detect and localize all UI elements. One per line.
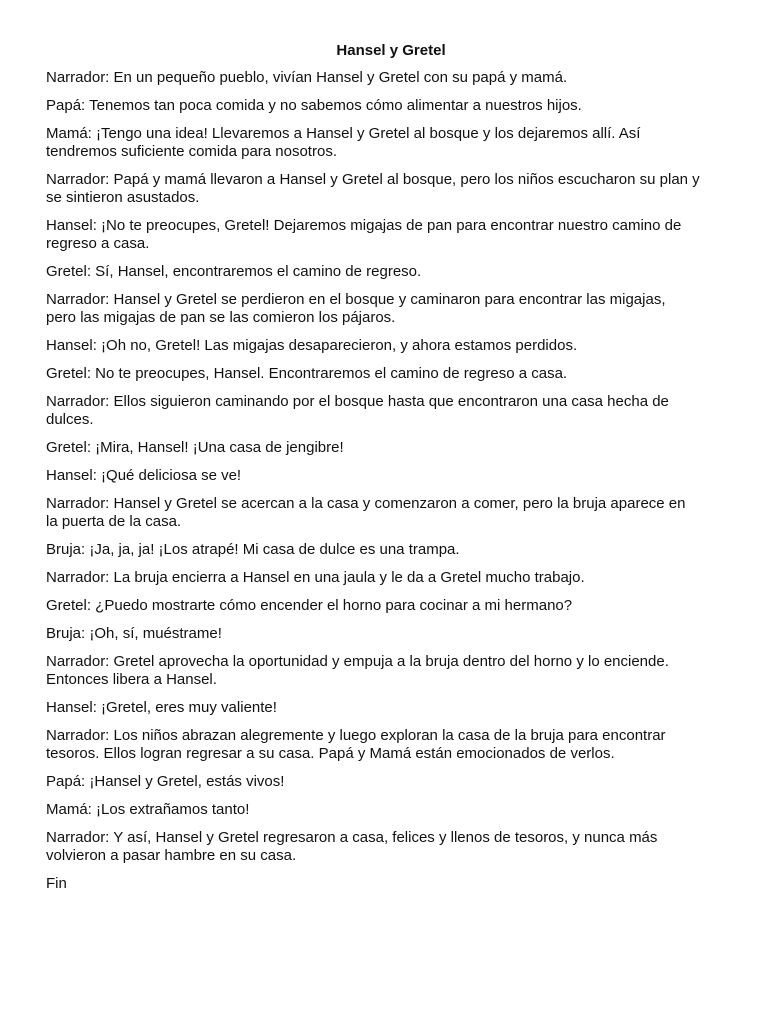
dialogue-paragraph — [46, 467, 736, 485]
dialogue-line: volvieron a pasar hambre en su casa. — [46, 847, 297, 864]
dialogue-paragraph — [46, 97, 736, 115]
dialogue-line: Narrador: Papá y mamá llevaron a Hansel y Gretel al bosque, pero los niños escucharon su plan y — [46, 171, 700, 188]
dialogue-paragraph — [46, 597, 736, 615]
dialogue-paragraph — [46, 875, 736, 893]
document-title: Hansel y Gretel — [336, 42, 446, 59]
dialogue-line: Narrador: La bruja encierra a Hansel en una jaula y le da a Gretel mucho trabajo. — [46, 569, 585, 586]
dialogue-line: Hansel: ¡Oh no, Gretel! Las migajas desaparecieron, y ahora estamos perdidos. — [46, 337, 578, 354]
dialogue-paragraph — [46, 801, 736, 819]
dialogue-line: Narrador: Hansel y Gretel se perdieron en el bosque y caminaron para encontrar las migajas, — [46, 291, 666, 308]
dialogue-line: pero las migajas de pan se las comieron los pájaros. — [46, 309, 396, 326]
dialogue-paragraph — [46, 393, 736, 429]
dialogue-line: Mamá: ¡Los extrañamos tanto! — [46, 801, 250, 818]
dialogue-line: Gretel: ¡Mira, Hansel! ¡Una casa de jengibre! — [46, 439, 344, 456]
dialogue-line: Mamá: ¡Tengo una idea! Llevaremos a Hansel y Gretel al bosque y los dejaremos allí. Así — [46, 125, 641, 142]
dialogue-line: Narrador: En un pequeño pueblo, vivían Hansel y Gretel con su papá y mamá. — [46, 69, 568, 86]
dialogue-paragraph — [46, 365, 736, 383]
dialogue-line: Narrador: Gretel aprovecha la oportunidad y empuja a la bruja dentro del horno y lo enciende. — [46, 653, 669, 670]
dialogue-paragraph — [46, 263, 736, 281]
dialogue-line: Fin — [46, 875, 67, 892]
dialogue-paragraph — [46, 773, 736, 791]
dialogue-line: Hansel: ¡Gretel, eres muy valiente! — [46, 699, 277, 716]
dialogue-paragraph — [46, 625, 736, 643]
dialogue-line: tesoros. Ellos logran regresar a su casa. Papá y Mamá están emocionados de verlos. — [46, 745, 615, 762]
dialogue-line: Narrador: Hansel y Gretel se acercan a la casa y comenzaron a comer, pero la bruja aparece en — [46, 495, 686, 512]
dialogue-line: Hansel: ¡No te preocupes, Gretel! Dejaremos migajas de pan para encontrar nuestro camino de — [46, 217, 682, 234]
dialogue-line: Entonces libera a Hansel. — [46, 671, 217, 688]
dialogue-line: la puerta de la casa. — [46, 513, 182, 530]
dialogue-paragraph — [46, 125, 736, 161]
dialogue-line: Papá: ¡Hansel y Gretel, estás vivos! — [46, 773, 285, 790]
dialogue-paragraph — [46, 699, 736, 717]
dialogue-line: Narrador: Ellos siguieron caminando por el bosque hasta que encontraron una casa hecha de — [46, 393, 669, 410]
dialogue-line: tendremos suficiente comida para nosotros. — [46, 143, 337, 160]
document-page — [46, 42, 736, 903]
dialogue-paragraph — [46, 569, 736, 587]
dialogue-paragraph — [46, 653, 736, 689]
dialogue-line: Narrador: Los niños abrazan alegremente y luego exploran la casa de la bruja para encontrar — [46, 727, 666, 744]
dialogue-line: Papá: Tenemos tan poca comida y no sabemos cómo alimentar a nuestros hijos. — [46, 97, 582, 114]
dialogue-line: regreso a casa. — [46, 235, 150, 252]
dialogue-paragraph — [46, 171, 736, 207]
dialogue-line: Bruja: ¡Ja, ja, ja! ¡Los atrapé! Mi casa de dulce es una trampa. — [46, 541, 460, 558]
dialogue-line: Gretel: Sí, Hansel, encontraremos el camino de regreso. — [46, 263, 422, 280]
dialogue-line: Gretel: No te preocupes, Hansel. Encontraremos el camino de regreso a casa. — [46, 365, 568, 382]
dialogue-paragraph — [46, 439, 736, 457]
dialogue-line: Hansel: ¡Qué deliciosa se ve! — [46, 467, 242, 484]
dialogue-line: Gretel: ¿Puedo mostrarte cómo encender el horno para cocinar a mi hermano? — [46, 597, 573, 614]
dialogue-line: dulces. — [46, 411, 94, 428]
dialogue-paragraph — [46, 337, 736, 355]
dialogue-paragraph — [46, 69, 736, 87]
dialogue-paragraph — [46, 541, 736, 559]
dialogue-line: se sintieron asustados. — [46, 189, 200, 206]
dialogue-paragraph — [46, 727, 736, 763]
dialogue-paragraph — [46, 829, 736, 865]
dialogue-paragraph — [46, 291, 736, 327]
dialogue-paragraph — [46, 217, 736, 253]
dialogue-line: Narrador: Y así, Hansel y Gretel regresaron a casa, felices y llenos de tesoros, y nunca más — [46, 829, 658, 846]
dialogue-line: Bruja: ¡Oh, sí, muéstrame! — [46, 625, 222, 642]
script-body — [46, 69, 736, 893]
dialogue-paragraph — [46, 495, 736, 531]
